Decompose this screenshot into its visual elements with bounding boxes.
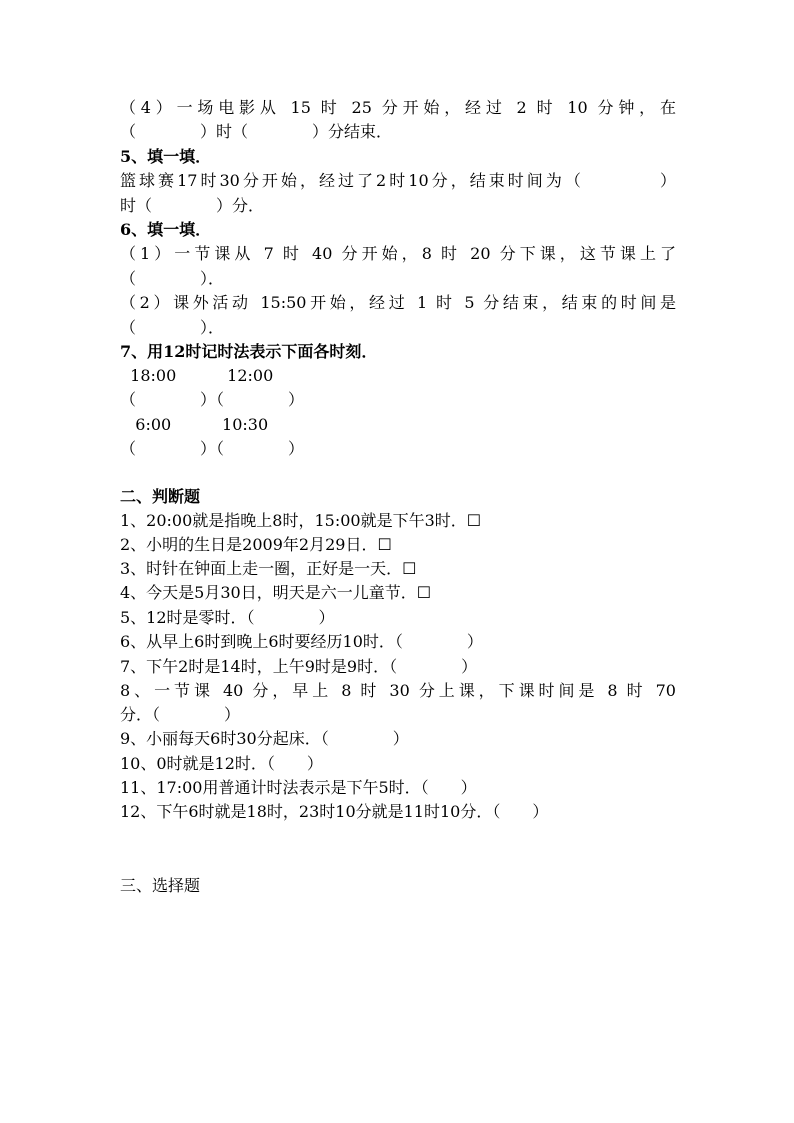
judgment-item: 5、12时是零时．（ ） <box>120 608 335 627</box>
q4-line1: （4）一场电影从 15 时 25 分开始，经过 2 时 10 分钟，在 <box>120 98 676 117</box>
section-heading-choice: 三、选择题 <box>120 876 201 895</box>
q5-title: 5、填一填． <box>120 147 212 166</box>
judgment-item: 1、20:00就是指晚上8时，15:00就是下午3时．☐ <box>120 511 482 530</box>
judgment-item: 3、时针在钟面上走一圈，正好是一天．☐ <box>120 559 417 578</box>
q6-2-line2: （ ）． <box>120 318 225 337</box>
section-heading-judgment: 二、判断题 <box>120 487 201 506</box>
q6-1-line1: （1）一节课从 7 时 40 分开始，8 时 20 分下课，这节课上了 <box>120 244 676 263</box>
judgment-item: 7、下午2时是14时，上午9时是9时．（ ） <box>120 657 478 676</box>
judgment-item: 6、从早上6时到晚上6时要经历10时．（ ） <box>120 632 483 651</box>
q7-row1-times: 18:00 12:00 <box>120 366 274 385</box>
q7-row2-blanks: （ ）（ ） <box>120 439 305 458</box>
judgment-item: 12、下午6时就是18时，23时10分就是11时10分．（ ） <box>120 802 549 821</box>
q7-title: 7、用12时记时法表示下面各时刻． <box>120 342 378 361</box>
judgment-item: 9、小丽每天6时30分起床．（ ） <box>120 729 409 748</box>
judgment-item: 10、0时就是12时．（ ） <box>120 754 323 773</box>
judgment-item: 11、17:00用普通计时法表示是下午5时．（ ） <box>120 778 477 797</box>
q6-2-line1: （2）课外活动 15:50开始，经过 1 时 5 分结束，结束的时间是 <box>120 293 676 312</box>
q7-row2-times: 6:00 10:30 <box>120 415 269 434</box>
q5-line1: 篮球赛17时30分开始，经过了2时10分，结束时间为（ ） <box>120 171 676 190</box>
q6-1-line2: （ ）． <box>120 269 225 288</box>
q4-line2: （ ）时（ ）分结束． <box>120 122 393 141</box>
judgment-item: 分．（ ） <box>120 705 241 724</box>
q5-line2: 时（ ）分． <box>120 196 265 215</box>
q6-title: 6、填一填． <box>120 220 212 239</box>
judgment-item: 2、小明的生日是2009年2月29日．☐ <box>120 535 392 554</box>
judgment-item: 8、一节课 40 分，早上 8 时 30 分上课，下课时间是 8 时 70 <box>120 681 676 700</box>
q7-row1-blanks: （ ）（ ） <box>120 390 305 409</box>
judgment-item: 4、今天是5月30日，明天是六一儿童节．☐ <box>120 583 432 602</box>
